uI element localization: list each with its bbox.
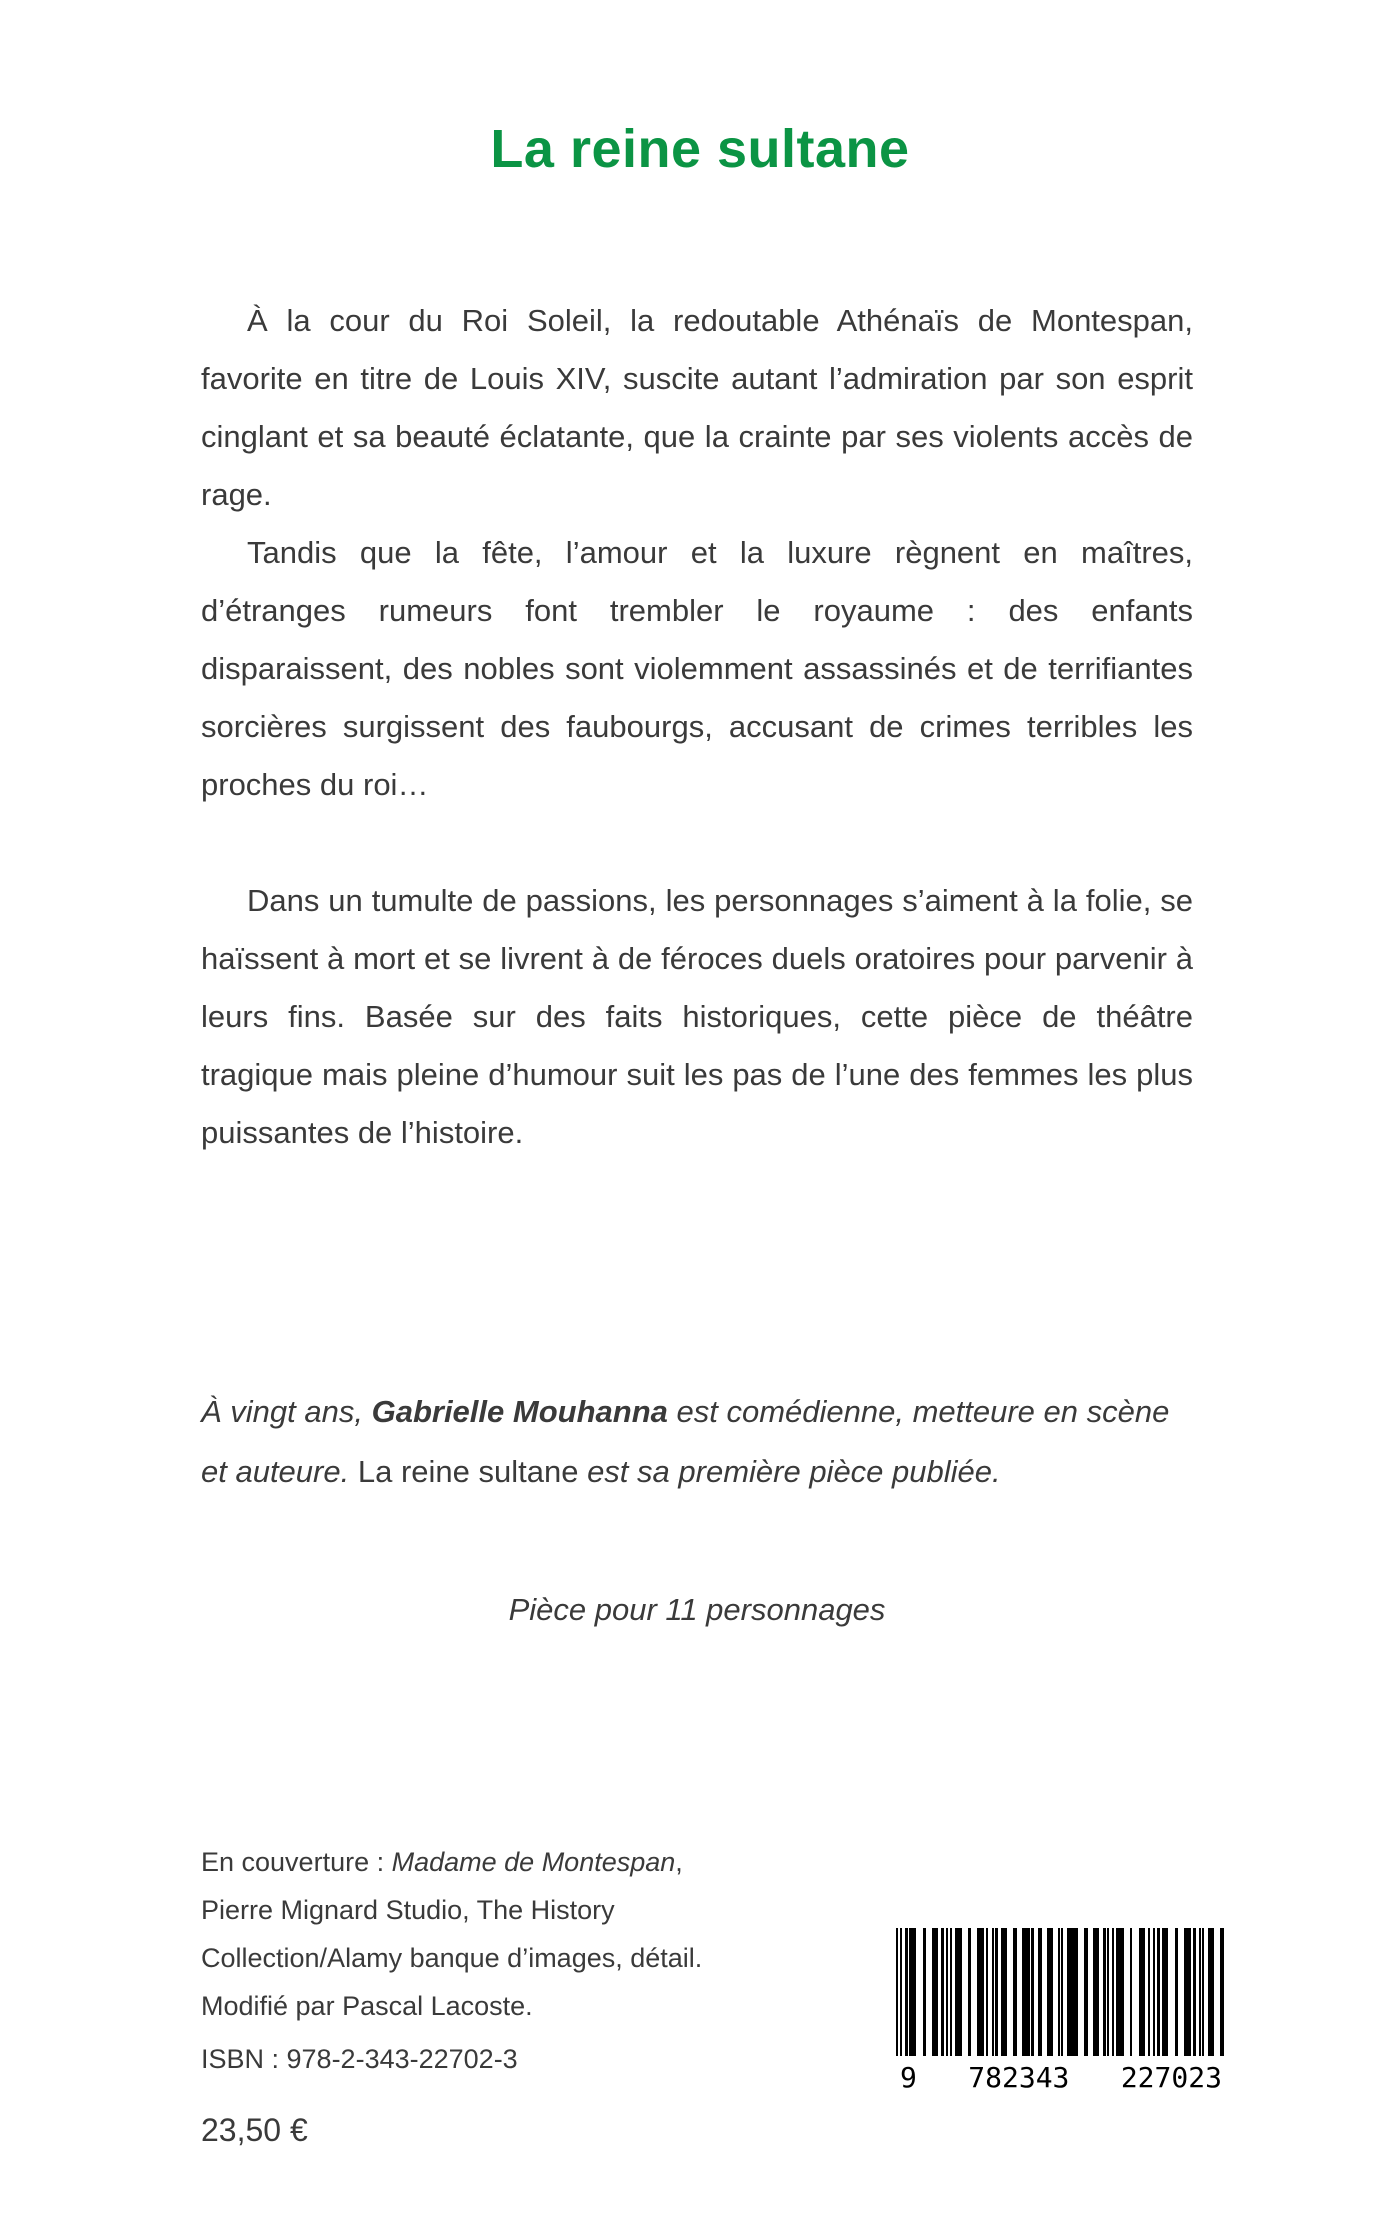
bio-book-title: La reine sultane <box>357 1454 579 1489</box>
barcode-bars-icon <box>896 1928 1226 2056</box>
book-title: La reine sultane <box>490 119 910 179</box>
bio-suffix: est sa première pièce publiée. <box>578 1454 1001 1489</box>
author-bio <box>201 1382 1193 1502</box>
cover-credits <box>201 1838 921 2030</box>
cast-note: Pièce pour 11 personnages <box>508 1592 886 1627</box>
synopsis-paragraph-3: Dans un tumulte de passions, les personnages s’aiment à la folie, se haïssent à mort et se livrent à de féroces duels oratoires pour parvenir à leurs fins. Basée sur des faits historiques, cette pièce de théâtre tragique mais pleine d’humour suit les pas de l’une des femmes les plus puissantes de l’histoire. <box>201 883 1193 1150</box>
synopsis-paragraph-2: Tandis que la fête, l’amour et la luxure règnent en maîtres, d’étranges rumeurs font trembler le royaume : des enfants disparaissent, des nobles sont violemment assassinés et de terrifiantes sorcières surgissent des faubourgs, accusant de crimes terribles les proches du roi… <box>201 535 1193 802</box>
barcode <box>896 1928 1226 2104</box>
credit-line-4: Modifié par Pascal Lacoste. <box>201 1991 533 2021</box>
credit-painting-title: Madame de Montespan <box>391 1847 676 1877</box>
isbn: ISBN : 978-2-343-22702-3 <box>201 2044 518 2074</box>
barcode-group-2: 227023 <box>1120 2061 1222 2094</box>
barcode-digit-left: 9 <box>900 2061 917 2094</box>
credit-line-1 <box>201 1838 921 1886</box>
credit-line-1-suffix: , <box>675 1847 683 1877</box>
credit-line-3: Collection/Alamy banque d’images, détail. <box>201 1943 703 1973</box>
barcode-digits <box>896 2061 1226 2094</box>
synopsis <box>201 292 1193 1162</box>
credit-line-2: Pierre Mignard Studio, The History <box>201 1895 615 1925</box>
price: 23,50 € <box>201 2112 308 2148</box>
credit-line-1-prefix: En couverture : <box>201 1847 392 1877</box>
bio-middle: est comédienne, metteure en scène et auteure. <box>201 1394 1170 1489</box>
barcode-group-1: 782343 <box>968 2061 1070 2094</box>
bio-prefix: À vingt ans, <box>201 1394 372 1429</box>
synopsis-paragraph-1: À la cour du Roi Soleil, la redoutable Athénaïs de Montespan, favorite en titre de Louis XIV, suscite autant l’admiration par son esprit cinglant et sa beauté éclatante, que la crainte par ses violents accès de rage. <box>201 303 1193 512</box>
author-name: Gabrielle Mouhanna <box>371 1394 668 1429</box>
